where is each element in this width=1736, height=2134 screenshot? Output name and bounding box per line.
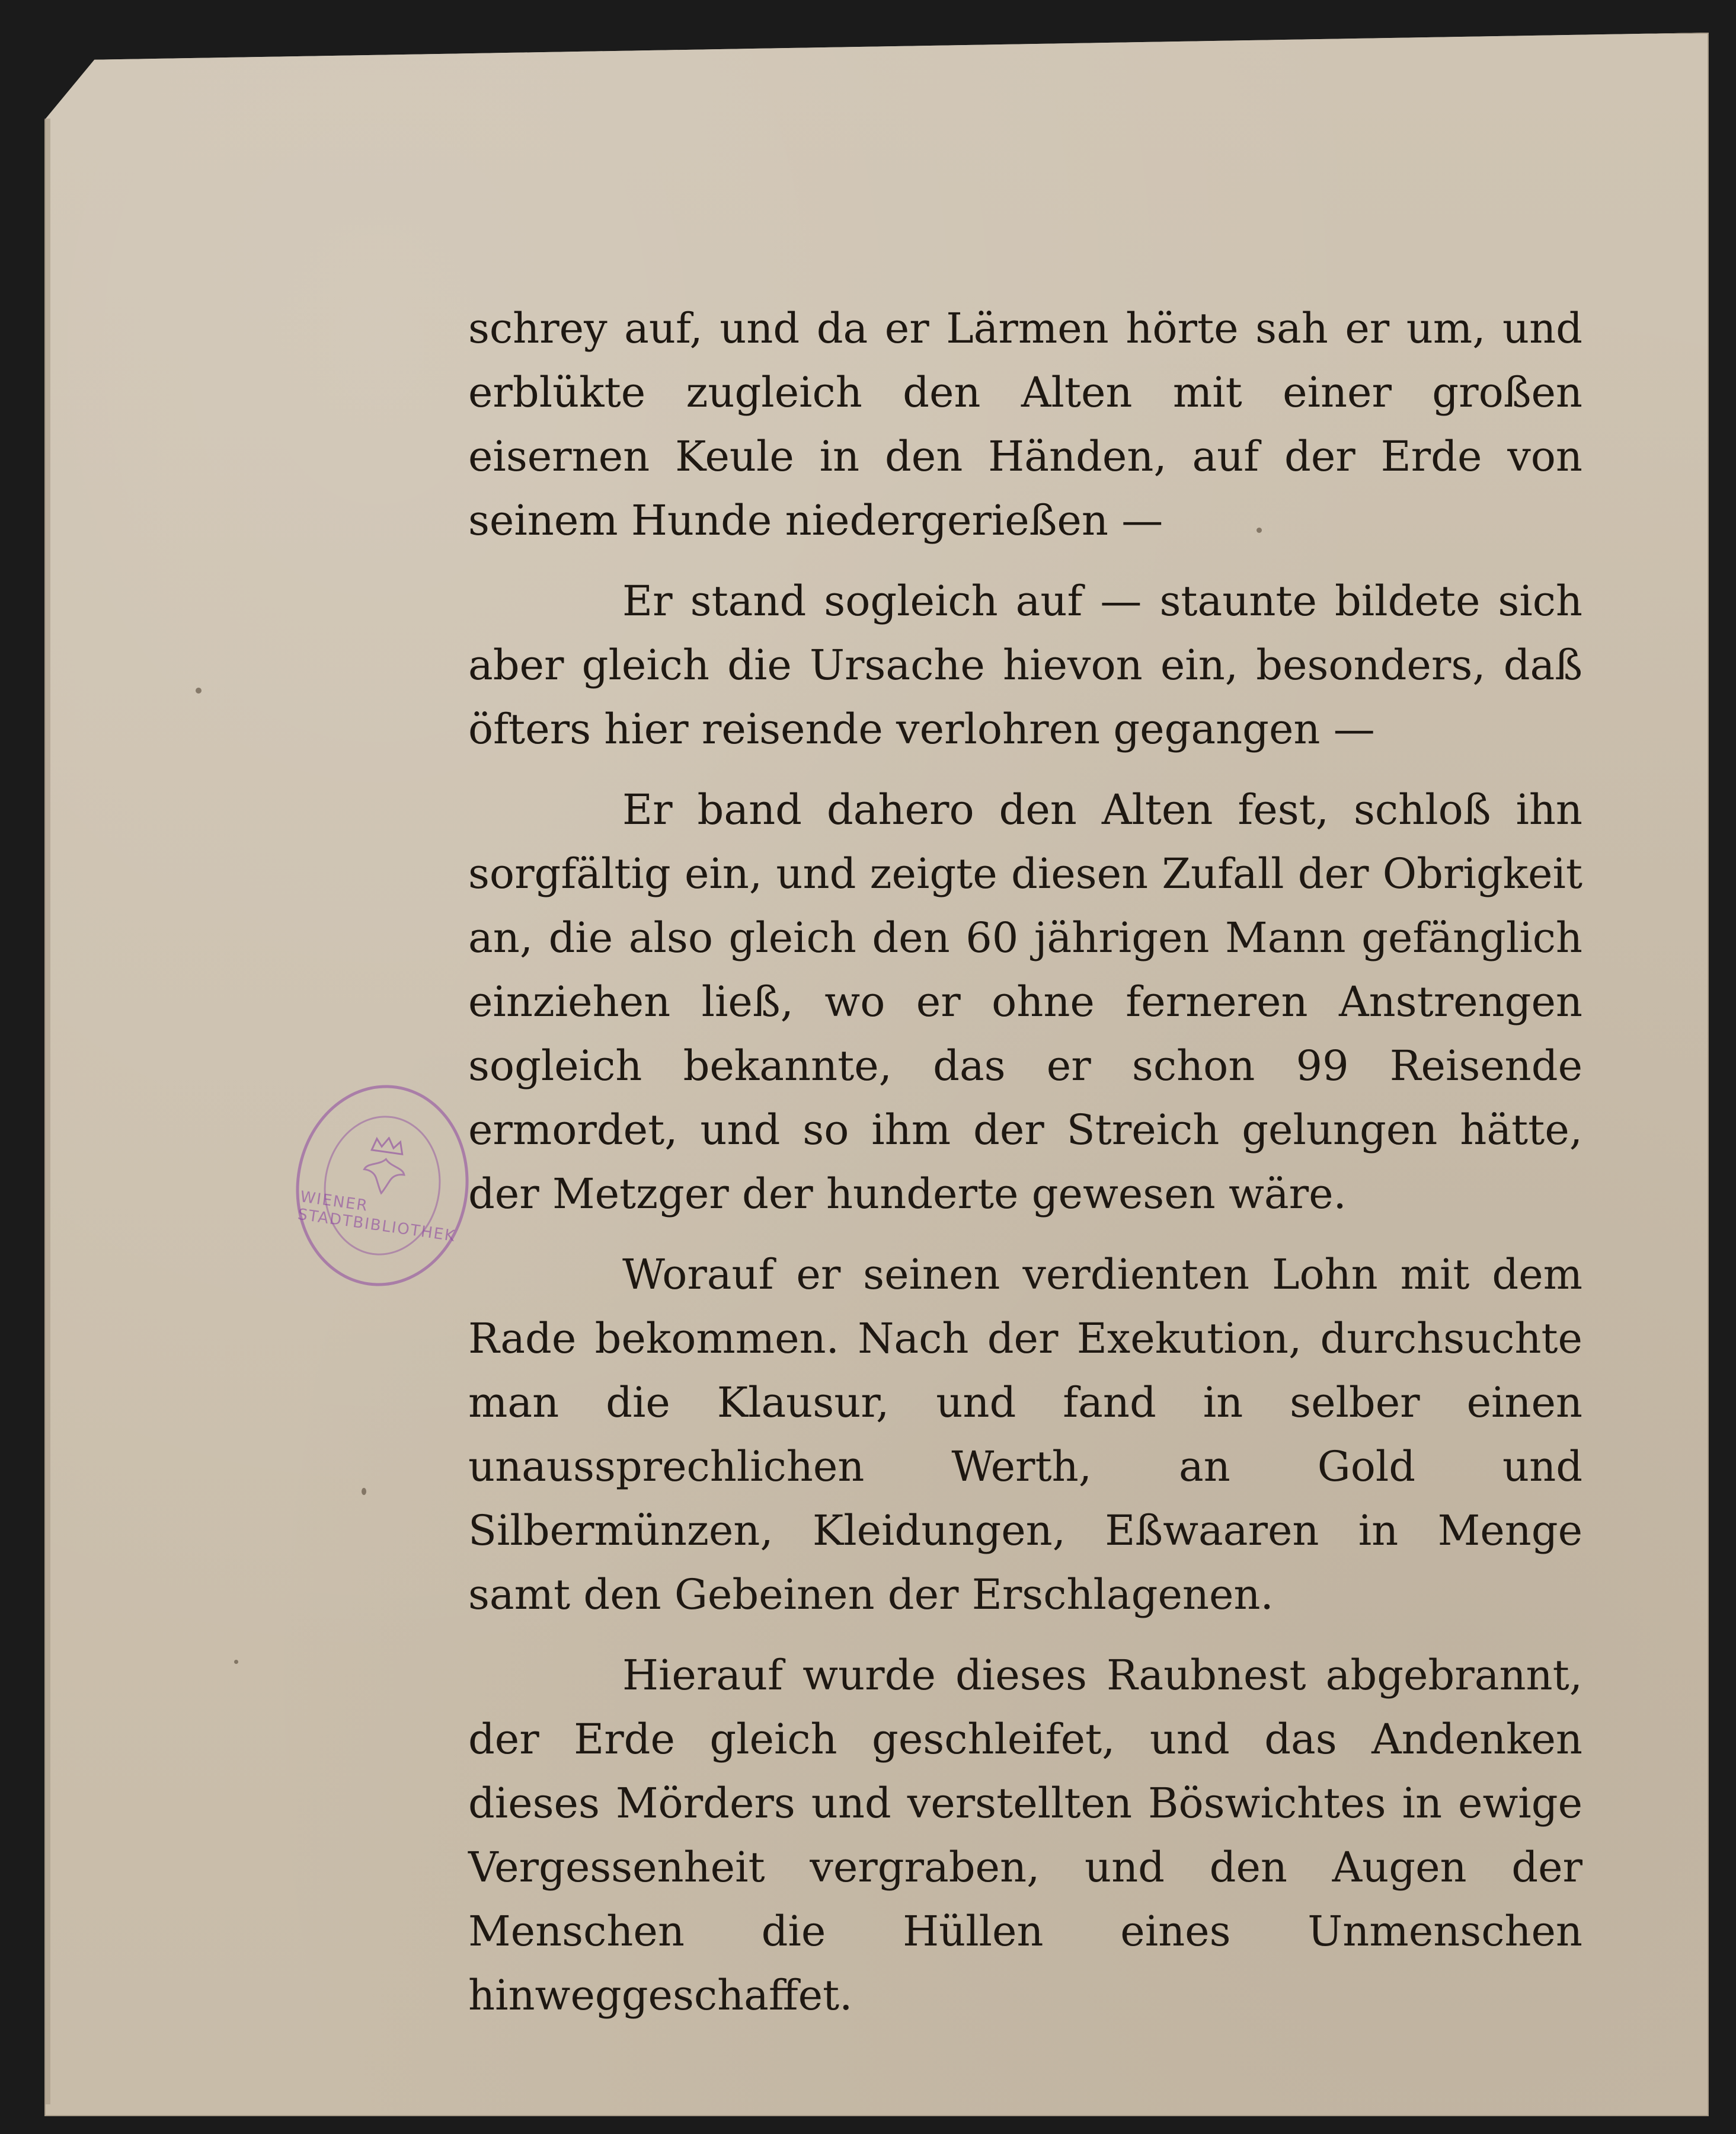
- paragraph-3: Er band dahero den Alten fest, schloß ihn sorgfältig ein, und zeigte diesen Zufall der Obrigkeit an, die also gleich den 60 jährigen Mann gefänglich einziehen ließ, wo er ohne ferneren Anstrengen sogleich bekannte, das er schon 99 Reisende ermordet, und so ihm der Streich gelungen hätte, der Metzger der hunderte gewesen wäre.: [468, 785, 1582, 1218]
- paragraph-5: Hierauf wurde dieses Raubnest abgebrannt, der Erde gleich geschleifet, und das Andenken dieses Mörders und verstellten Böswichtes in ewige Vergessenheit vergraben, und den Augen der Menschen die Hüllen eines Unmenschen hinweggeschaffet.: [468, 1651, 1582, 2020]
- paper-speck: [362, 1488, 366, 1495]
- body-text: [468, 296, 1582, 2044]
- paragraph-2: Er stand sogleich auf — staunte bildete sich aber gleich die Ursache hievon ein, besonders, daß öfters hier reisende verlohren gegangen —: [468, 577, 1582, 753]
- paper-speck: [1257, 528, 1262, 533]
- page-edge-shadow: [44, 119, 50, 2104]
- eagle-icon: [357, 1151, 410, 1199]
- paragraph-4: Worauf er seinen verdienten Lohn mit dem Rade bekommen. Nach der Exekution, durchsuchte man die Klausur, und fand in selber einen unaussprechlichen Werth, an Gold und Silbermünzen, Kleidungen, Eßwaaren in Menge samt den Gebeinen der Erschlagenen.: [468, 1250, 1582, 1619]
- stamp-text: WIENER STADTBIBLIOTHEK: [296, 1188, 457, 1245]
- library-stamp-inner-ring: [296, 1108, 457, 1263]
- paragraph-1: schrey auf, und da er Lärmen hörte sah er um, und erblükte zugleich den Alten mit einer großen eisernen Keule in den Händen, auf der Erde von seinem Hunde niedergerießen —: [468, 304, 1582, 545]
- paper-speck: [234, 1660, 238, 1664]
- paper-speck: [196, 688, 202, 694]
